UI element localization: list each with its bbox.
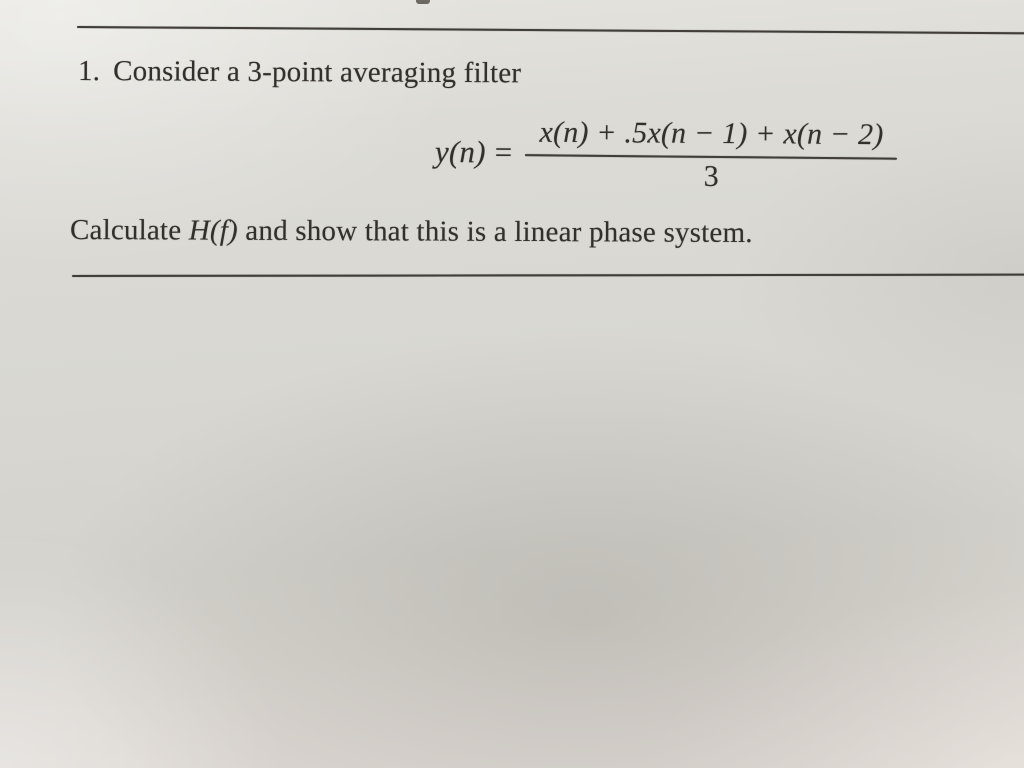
problem-number: 1. — [77, 55, 101, 88]
instruction-text — [70, 211, 753, 252]
problem-text: Consider a 3-point averaging filter — [113, 55, 522, 90]
instruction-math: H(f) — [188, 214, 238, 247]
instruction-suffix: and show that this is a linear phase system. — [237, 214, 753, 249]
equation-lhs: y(n) — [434, 134, 486, 170]
problem-statement — [78, 53, 521, 91]
page-top-edge-mark — [416, 0, 430, 4]
fraction-numerator: x(n) + .5x(n − 1) + x(n − 2) — [539, 115, 884, 152]
equation — [435, 110, 898, 197]
bottom-horizontal-rule — [72, 274, 1024, 277]
instruction-prefix: Calculate — [69, 214, 189, 247]
fraction-denominator: 3 — [703, 159, 719, 193]
fraction — [525, 111, 898, 198]
equals-sign: = — [494, 134, 513, 170]
top-horizontal-rule — [77, 26, 1024, 34]
